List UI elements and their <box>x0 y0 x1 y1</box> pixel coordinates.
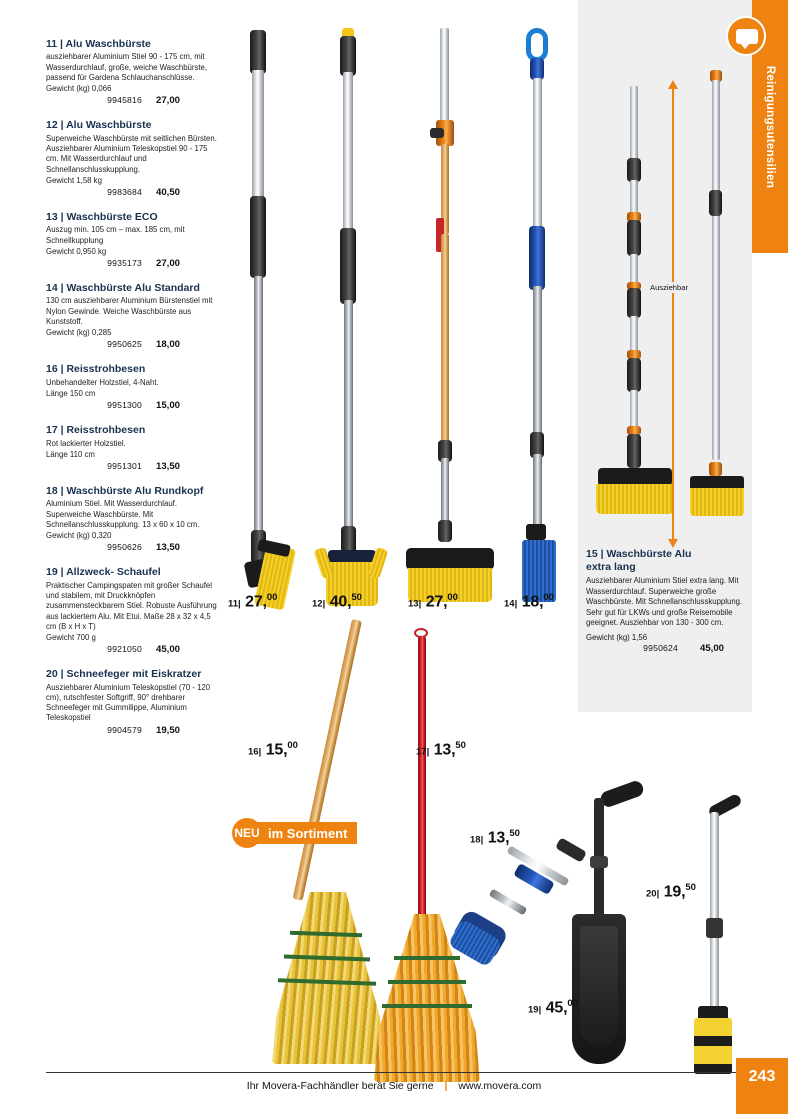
product-text-column <box>46 38 218 749</box>
footer-divider <box>46 1072 742 1073</box>
article-number-16: 9951300 <box>107 400 142 411</box>
price-13: 27,00 <box>156 258 181 270</box>
article-number-12: 9983684 <box>107 186 142 197</box>
speech-bubble-icon <box>736 29 758 44</box>
product-price-row-13 <box>46 258 218 269</box>
product-title-20: 20 | Schneefeger mit Eiskratzer <box>46 668 202 681</box>
product-price-row-14 <box>46 339 218 350</box>
product-weight-18: Gewicht (kg) 0,320 <box>46 531 112 541</box>
product-title-14: 14 | Waschbürste Alu Standard <box>46 282 200 295</box>
price-11: 27,00 <box>156 95 181 107</box>
callout-price-14: 14| 18,00 <box>504 592 554 611</box>
product-price-row-16 <box>46 400 218 411</box>
article-number-20: 9904579 <box>107 724 142 735</box>
product-photo-19 <box>566 786 656 1082</box>
product-price-row-18 <box>46 542 218 553</box>
new-in-range-badge <box>232 820 384 846</box>
new-badge-bar <box>246 822 357 844</box>
product-weight-12: Gewicht 1,58 kg <box>46 175 102 185</box>
product-entry-14 <box>46 282 218 350</box>
footer-website: www.movera.com <box>458 1080 542 1092</box>
product-desc-16: Unbehandelter Holzstiel, 4-Naht. <box>46 377 159 387</box>
product-entry-18 <box>46 485 218 553</box>
product-desc-13: Auszug min. 105 cm – max. 185 cm, mit Schnellkupplung <box>46 225 185 245</box>
product-photo-14 <box>512 28 566 588</box>
product-weight-15: Gewicht (kg) 1,56 <box>586 633 648 643</box>
footer-dealer-text: Ihr Movera-Fachhändler berät Sie gerne <box>246 1080 434 1092</box>
product-photo-13 <box>398 28 500 588</box>
callout-price-12: 12| 40,50 <box>312 592 362 611</box>
product-photo-20 <box>684 800 748 1082</box>
product-entry-16 <box>46 363 218 411</box>
product-entry-17 <box>46 424 218 472</box>
product-price-row-11 <box>46 95 218 106</box>
product-title-13: 13 | Waschbürste ECO <box>46 210 158 223</box>
product-title-11: 11 | Alu Waschbürste <box>46 38 151 50</box>
product-desc-14: 130 cm ausziehbarer Aluminium Bürstenstiel mit Nylon Gewinde. Weiche Waschbürste aus Kunststoff. <box>46 296 213 326</box>
product-weight-19: Gewicht 700 g <box>46 633 96 643</box>
product-weight-13: Gewicht 0,950 kg <box>46 246 107 256</box>
product-entry-13 <box>46 211 218 269</box>
callout-price-18: 18| 13,50 <box>470 828 520 847</box>
product-desc-17: Rot lackierter Holzstiel. <box>46 438 126 448</box>
price-15: 45,00 <box>700 643 725 655</box>
price-19: 45,00 <box>156 644 181 656</box>
product-entry-19 <box>46 566 218 655</box>
page-number: 243 <box>736 1058 788 1114</box>
callout-price-19: 19| 45,00 <box>528 998 578 1017</box>
product-weight-17: Länge 110 cm <box>46 449 95 459</box>
article-number-14: 9950625 <box>107 339 142 350</box>
product-title-12: 12 | Alu Waschbürste <box>46 119 152 132</box>
product-photo-15 <box>586 70 746 540</box>
article-number-18: 9950626 <box>107 542 142 553</box>
product-desc-11: ausziehbarer Aluminium Stiel 90 - 175 cm, mit Wasserdurchlauf, große, weiche Waschbürste, passend für Gardena Schlauchanschlüsse. <box>46 52 208 82</box>
article-number-11: 9945816 <box>107 95 142 106</box>
product-weight-14: Gewicht (kg) 0,285 <box>46 328 112 338</box>
product-title-18: 18 | Waschbürste Alu Rundkopf <box>46 484 204 497</box>
product-entry-11 <box>46 38 218 106</box>
product-desc-19: Praktischer Campingspaten mit großer Schaufel und stabilem, mit Druckknöpfen zusammensteckbarem Stiel. Robuste Ausführung aus lackiertem Alu. Mit Etui. Maße 28 x 32 x 4,5 cm (B x H x T) <box>46 580 217 631</box>
product-price-row-15 <box>586 643 746 654</box>
price-18: 13,50 <box>156 542 181 554</box>
product-weight-11: Gewicht (kg) 0,066 <box>46 84 112 94</box>
extendable-arrow <box>672 88 674 540</box>
product-title-15: 15 | Waschbürste Alu extra lang <box>586 548 692 573</box>
price-12: 40,50 <box>156 186 181 198</box>
product-entry-15 <box>586 548 746 654</box>
price-20: 19,50 <box>156 724 181 736</box>
price-16: 15,00 <box>156 400 181 412</box>
product-price-row-17 <box>46 461 218 472</box>
product-entry-12 <box>46 119 218 198</box>
product-price-row-19 <box>46 644 218 655</box>
article-number-17: 9951301 <box>107 460 142 471</box>
new-badge-circle: NEU <box>232 818 262 848</box>
price-17: 13,50 <box>156 460 181 472</box>
article-number-19: 9921050 <box>107 644 142 655</box>
category-badge-icon <box>726 16 766 56</box>
footer-text <box>0 1080 788 1092</box>
product-desc-15: Ausziehbarer Aluminium Stiel extra lang. Mit Wasserdurchlauf. Superweiche große Waschbürste. Mit Schnellanschlusskupplung. Sehr gut für LKWs und große Reisemobile geeignet. Ausziehbar von 130 - 300 cm. <box>586 576 743 627</box>
product-entry-20 <box>46 668 218 736</box>
callout-price-20: 20| 19,50 <box>646 882 696 901</box>
category-side-tab-label: Reinigungsutensilien <box>764 65 776 188</box>
product-title-17: 17 | Reisstrohbesen <box>46 424 146 437</box>
callout-price-11: 11| 27,00 <box>228 592 278 611</box>
extendable-label: Ausziehbar <box>650 283 688 292</box>
product-weight-16: Länge 150 cm <box>46 389 96 399</box>
article-number-13: 9935173 <box>107 258 142 269</box>
product-title-16: 16 | Reisstrohbesen <box>46 363 146 376</box>
callout-price-17: 17| 13,50 <box>416 740 466 759</box>
new-badge-text: im Sortiment <box>268 825 348 841</box>
product-desc-18: Aluminium Stiel. Mit Wasserdurchlauf. Superweiche Waschbürste. Mit Schnellanschlusskupplung. 13 x 60 x 10 cm. <box>46 499 200 529</box>
product-price-row-12 <box>46 187 218 198</box>
product-photo-12 <box>316 28 382 588</box>
footer-separator: | <box>444 1080 448 1092</box>
article-number-15: 9950624 <box>643 643 678 654</box>
product-photo-11 <box>228 30 290 590</box>
price-14: 18,00 <box>156 339 181 351</box>
product-desc-12: Superweiche Waschbürste mit seitlichen Bürsten. Ausziehbarer Aluminium Teleskopstiel 90 - 175 cm. Mit Wasserdurchlauf und Schnellanschlusskupplung. <box>46 133 217 174</box>
callout-price-16: 16| 15,00 <box>248 740 298 759</box>
callout-price-13: 13| 27,00 <box>408 592 458 611</box>
product-price-row-20 <box>46 725 218 736</box>
product-desc-20: Ausziehbarer Aluminium Teleskopstiel (70 - 120 cm), rutschfester Softgriff, 90° drehbarer Schneefeger mit Gummilippe, Aluminium Teleskopstiel <box>46 682 211 723</box>
page-footer <box>0 1068 788 1114</box>
product-title-19: 19 | Allzweck- Schaufel <box>46 566 161 579</box>
